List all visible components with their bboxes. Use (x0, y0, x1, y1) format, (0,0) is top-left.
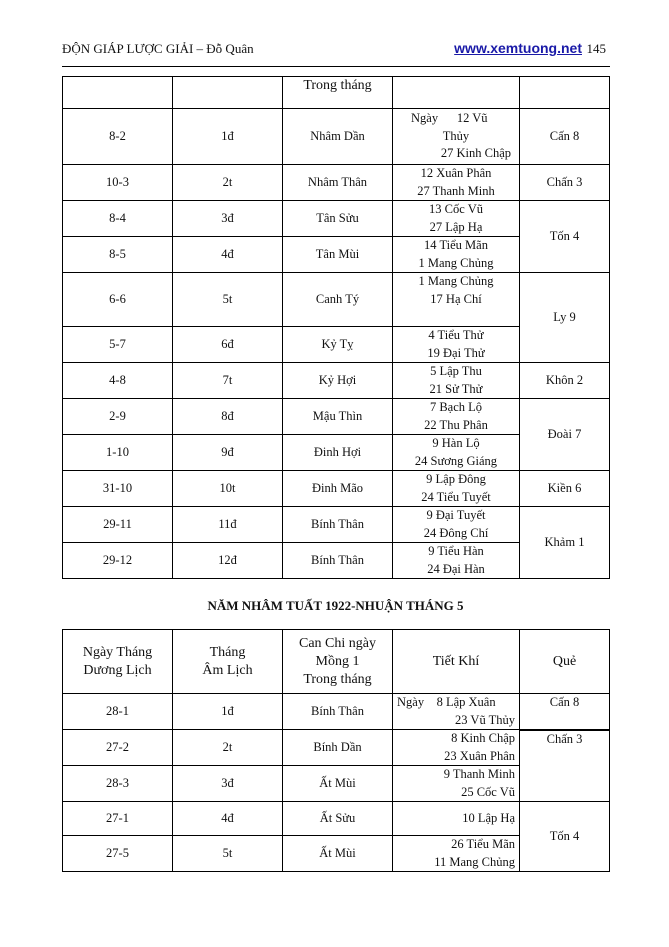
tiet-khi-line: 9 Tiểu Hàn (428, 544, 484, 558)
header-am-lich (173, 630, 283, 694)
duong-lich-cell: 8-5 (63, 237, 173, 273)
table-cell (63, 77, 173, 109)
tiet-khi-line: 9 Lập Đông (426, 472, 486, 486)
tiet-khi-cell (393, 543, 520, 579)
tiet-khi-line: 9 Đại Tuyết (426, 508, 486, 522)
header-rule (62, 66, 610, 67)
duong-lich-cell: 8-4 (63, 201, 173, 237)
am-lich-cell: 4đ (173, 802, 283, 836)
tiet-khi-line: 27 Kinh Chập (440, 146, 511, 161)
que-cell: Khảm 1 (520, 507, 610, 579)
tiet-khi-line: 7 Bạch Lộ (429, 400, 483, 414)
table-row (63, 109, 610, 165)
am-lich-cell: 3đ (173, 201, 283, 237)
tiet-khi-cell (393, 694, 520, 730)
am-lich-cell: 11đ (173, 507, 283, 543)
table-row (63, 165, 610, 201)
book-title: ĐỘN GIÁP LƯỢC GIẢI – Đỗ Quân (62, 41, 254, 56)
am-lich-cell: 4đ (173, 237, 283, 273)
can-chi-cell: Bính Dần (283, 730, 393, 766)
header-can-chi (283, 630, 393, 694)
table-row (63, 77, 610, 109)
tiet-khi-line: 24 Đại Hàn (427, 561, 485, 576)
can-chi-cell: Đinh Mão (283, 471, 393, 507)
tiet-khi-line: 14 Tiểu Mãn (424, 238, 488, 252)
header-line: Can Chi ngày (299, 635, 376, 651)
que-cell: Đoài 7 (520, 399, 610, 471)
que-label: Chấn 3 (546, 731, 583, 746)
section-title: NĂM NHÂM TUẤT 1922-NHUẬN THÁNG 5 (207, 598, 464, 613)
table-cell (173, 77, 283, 109)
am-lich-cell: 8đ (173, 399, 283, 435)
que-cell (520, 730, 610, 802)
can-chi-cell: Đinh Hợi (283, 435, 393, 471)
am-lich-cell: 9đ (173, 435, 283, 471)
am-lich-cell: 5t (173, 273, 283, 327)
tiet-khi-cell (393, 766, 520, 802)
am-lich-cell: 1đ (173, 694, 283, 730)
tiet-khi-line: 13 Cốc Vũ (429, 202, 483, 216)
page-header (62, 40, 606, 62)
can-chi-cell: Ất Mùi (283, 836, 393, 872)
tiet-khi-line: 24 Đông Chí (423, 525, 489, 540)
tiet-khi-line: 8 Kinh Chập (451, 731, 515, 745)
duong-lich-cell: 6-6 (63, 273, 173, 327)
tiet-khi-cell (393, 109, 520, 165)
table-row (63, 694, 610, 730)
tiet-khi-cell (393, 730, 520, 766)
table-header-row (63, 630, 610, 694)
que-cell: Tốn 4 (520, 201, 610, 273)
am-lich-cell: 12đ (173, 543, 283, 579)
tiet-khi-line: 25 Cốc Vũ (461, 784, 515, 799)
header-line: Tháng (209, 644, 246, 660)
que-cell: Kiền 6 (520, 471, 610, 507)
am-lich-cell: 5t (173, 836, 283, 872)
header-line: Mồng 1 (315, 653, 360, 669)
tiet-khi-cell (393, 435, 520, 471)
can-chi-header-tail: Trong tháng (283, 77, 393, 109)
que-cell: Cấn 8 (520, 694, 610, 730)
tiet-khi-cell (393, 507, 520, 543)
tiet-khi-line: 12 Xuân Phân (420, 166, 492, 180)
am-lich-cell: 2t (173, 165, 283, 201)
duong-lich-cell: 10-3 (63, 165, 173, 201)
tiet-khi-line: 26 Tiểu Mãn (451, 837, 515, 851)
table-row (63, 730, 610, 766)
tiet-khi-line: 27 Thanh Minh (417, 183, 495, 198)
header-duong-lich (63, 630, 173, 694)
table-cell (520, 77, 610, 109)
duong-lich-cell: 28-3 (63, 766, 173, 802)
can-chi-cell: Bính Thân (283, 543, 393, 579)
table-row (63, 201, 610, 237)
am-lich-cell: 3đ (173, 766, 283, 802)
table-cell (393, 77, 520, 109)
tiet-khi-cell (393, 363, 520, 399)
header-line: Dương Lịch (83, 662, 152, 678)
table-row (63, 273, 610, 327)
tiet-khi-cell (393, 165, 520, 201)
header-que: Quẻ (520, 630, 610, 694)
tiet-khi-line: 9 Thanh Minh (443, 767, 515, 781)
tiet-khi-line: 1 Mang Chủng (418, 255, 494, 270)
duong-lich-cell: 27-2 (63, 730, 173, 766)
que-cell: Cấn 8 (520, 109, 610, 165)
duong-lich-cell: 28-1 (63, 694, 173, 730)
duong-lich-cell: 8-2 (63, 109, 173, 165)
duong-lich-cell: 29-11 (63, 507, 173, 543)
am-lich-cell: 10t (173, 471, 283, 507)
can-chi-cell: Bính Thân (283, 507, 393, 543)
table-row (63, 471, 610, 507)
tiet-khi-line: 24 Sương Giáng (414, 453, 498, 468)
duong-lich-cell: 5-7 (63, 327, 173, 363)
am-lich-cell: 1đ (173, 109, 283, 165)
tiet-khi-cell (393, 327, 520, 363)
duong-lich-cell: 1-10 (63, 435, 173, 471)
table-row (63, 363, 610, 399)
table-row (63, 802, 610, 836)
am-lich-cell: 6đ (173, 327, 283, 363)
tiet-khi-cell (393, 836, 520, 872)
can-chi-cell: Nhâm Dần (283, 109, 393, 165)
tiet-khi-line: 9 Hàn Lộ (432, 436, 480, 450)
tiet-khi-line: 5 Lập Thu (430, 364, 482, 378)
tiet-khi-line: 10 Lập Hạ (462, 810, 515, 825)
tiet-khi-line: 23 Vũ Thủy (455, 712, 515, 727)
duong-lich-cell: 29-12 (63, 543, 173, 579)
can-chi-cell: Nhâm Thân (283, 165, 393, 201)
duong-lich-cell: 31-10 (63, 471, 173, 507)
duong-lich-cell: 2-9 (63, 399, 173, 435)
tiet-khi-cell (393, 201, 520, 237)
tiet-khi-cell (393, 802, 520, 836)
tiet-khi-line: 24 Tiểu Tuyết (421, 489, 491, 504)
que-cell: Khôn 2 (520, 363, 610, 399)
tiet-khi-line: Ngày 8 Lập Xuân (397, 695, 496, 709)
can-chi-cell: Mậu Thìn (283, 399, 393, 435)
table-row (63, 399, 610, 435)
tiet-khi-cell (393, 237, 520, 273)
duong-lich-cell: 4-8 (63, 363, 173, 399)
que-cell: Ly 9 (520, 273, 610, 363)
website-link[interactable]: www.xemtuong.net (454, 40, 582, 56)
can-chi-cell: Kỷ Tỵ (283, 327, 393, 363)
tiet-khi-line: 17 Hạ Chí (430, 291, 482, 306)
table-row (63, 507, 610, 543)
tiet-khi-line: 19 Đại Thử (427, 345, 485, 360)
can-chi-cell: Tân Sửu (283, 201, 393, 237)
header-tiet-khi: Tiết Khí (393, 630, 520, 694)
can-chi-cell: Ất Mùi (283, 766, 393, 802)
tiet-khi-line: Ngày 12 Vũ (411, 111, 488, 126)
duong-lich-cell: 27-1 (63, 802, 173, 836)
tiet-khi-line: 1 Mang Chủng (418, 274, 494, 288)
tiet-khi-line: 21 Sử Thử (429, 381, 483, 396)
tiet-khi-line: 4 Tiểu Thử (428, 328, 484, 342)
que-cell: Chấn 3 (520, 165, 610, 201)
can-chi-cell: Kỷ Hợi (283, 363, 393, 399)
header-line: Ngày Tháng (82, 644, 153, 660)
tiet-khi-line: 23 Xuân Phân (444, 748, 515, 763)
tiet-khi-line: 27 Lập Hạ (429, 219, 483, 234)
page-number: 145 (586, 41, 606, 56)
tiet-khi-cell (393, 471, 520, 507)
header-line: Trong tháng (303, 671, 372, 687)
duong-lich-cell: 27-5 (63, 836, 173, 872)
can-chi-cell: Canh Tý (283, 273, 393, 327)
tiet-khi-line: Thủy (442, 128, 470, 143)
tiet-khi-cell (393, 273, 520, 327)
calendar-table-1 (62, 76, 610, 579)
can-chi-cell: Bính Thân (283, 694, 393, 730)
tiet-khi-line: 22 Thu Phân (424, 417, 488, 432)
am-lich-cell: 7t (173, 363, 283, 399)
am-lich-cell: 2t (173, 730, 283, 766)
calendar-table-2 (62, 629, 610, 872)
can-chi-cell: Tân Mùi (283, 237, 393, 273)
tiet-khi-line: 11 Mang Chủng (434, 854, 515, 869)
header-line: Âm Lịch (202, 662, 253, 678)
can-chi-cell: Ất Sửu (283, 802, 393, 836)
que-cell: Tốn 4 (520, 802, 610, 872)
tiet-khi-cell (393, 399, 520, 435)
